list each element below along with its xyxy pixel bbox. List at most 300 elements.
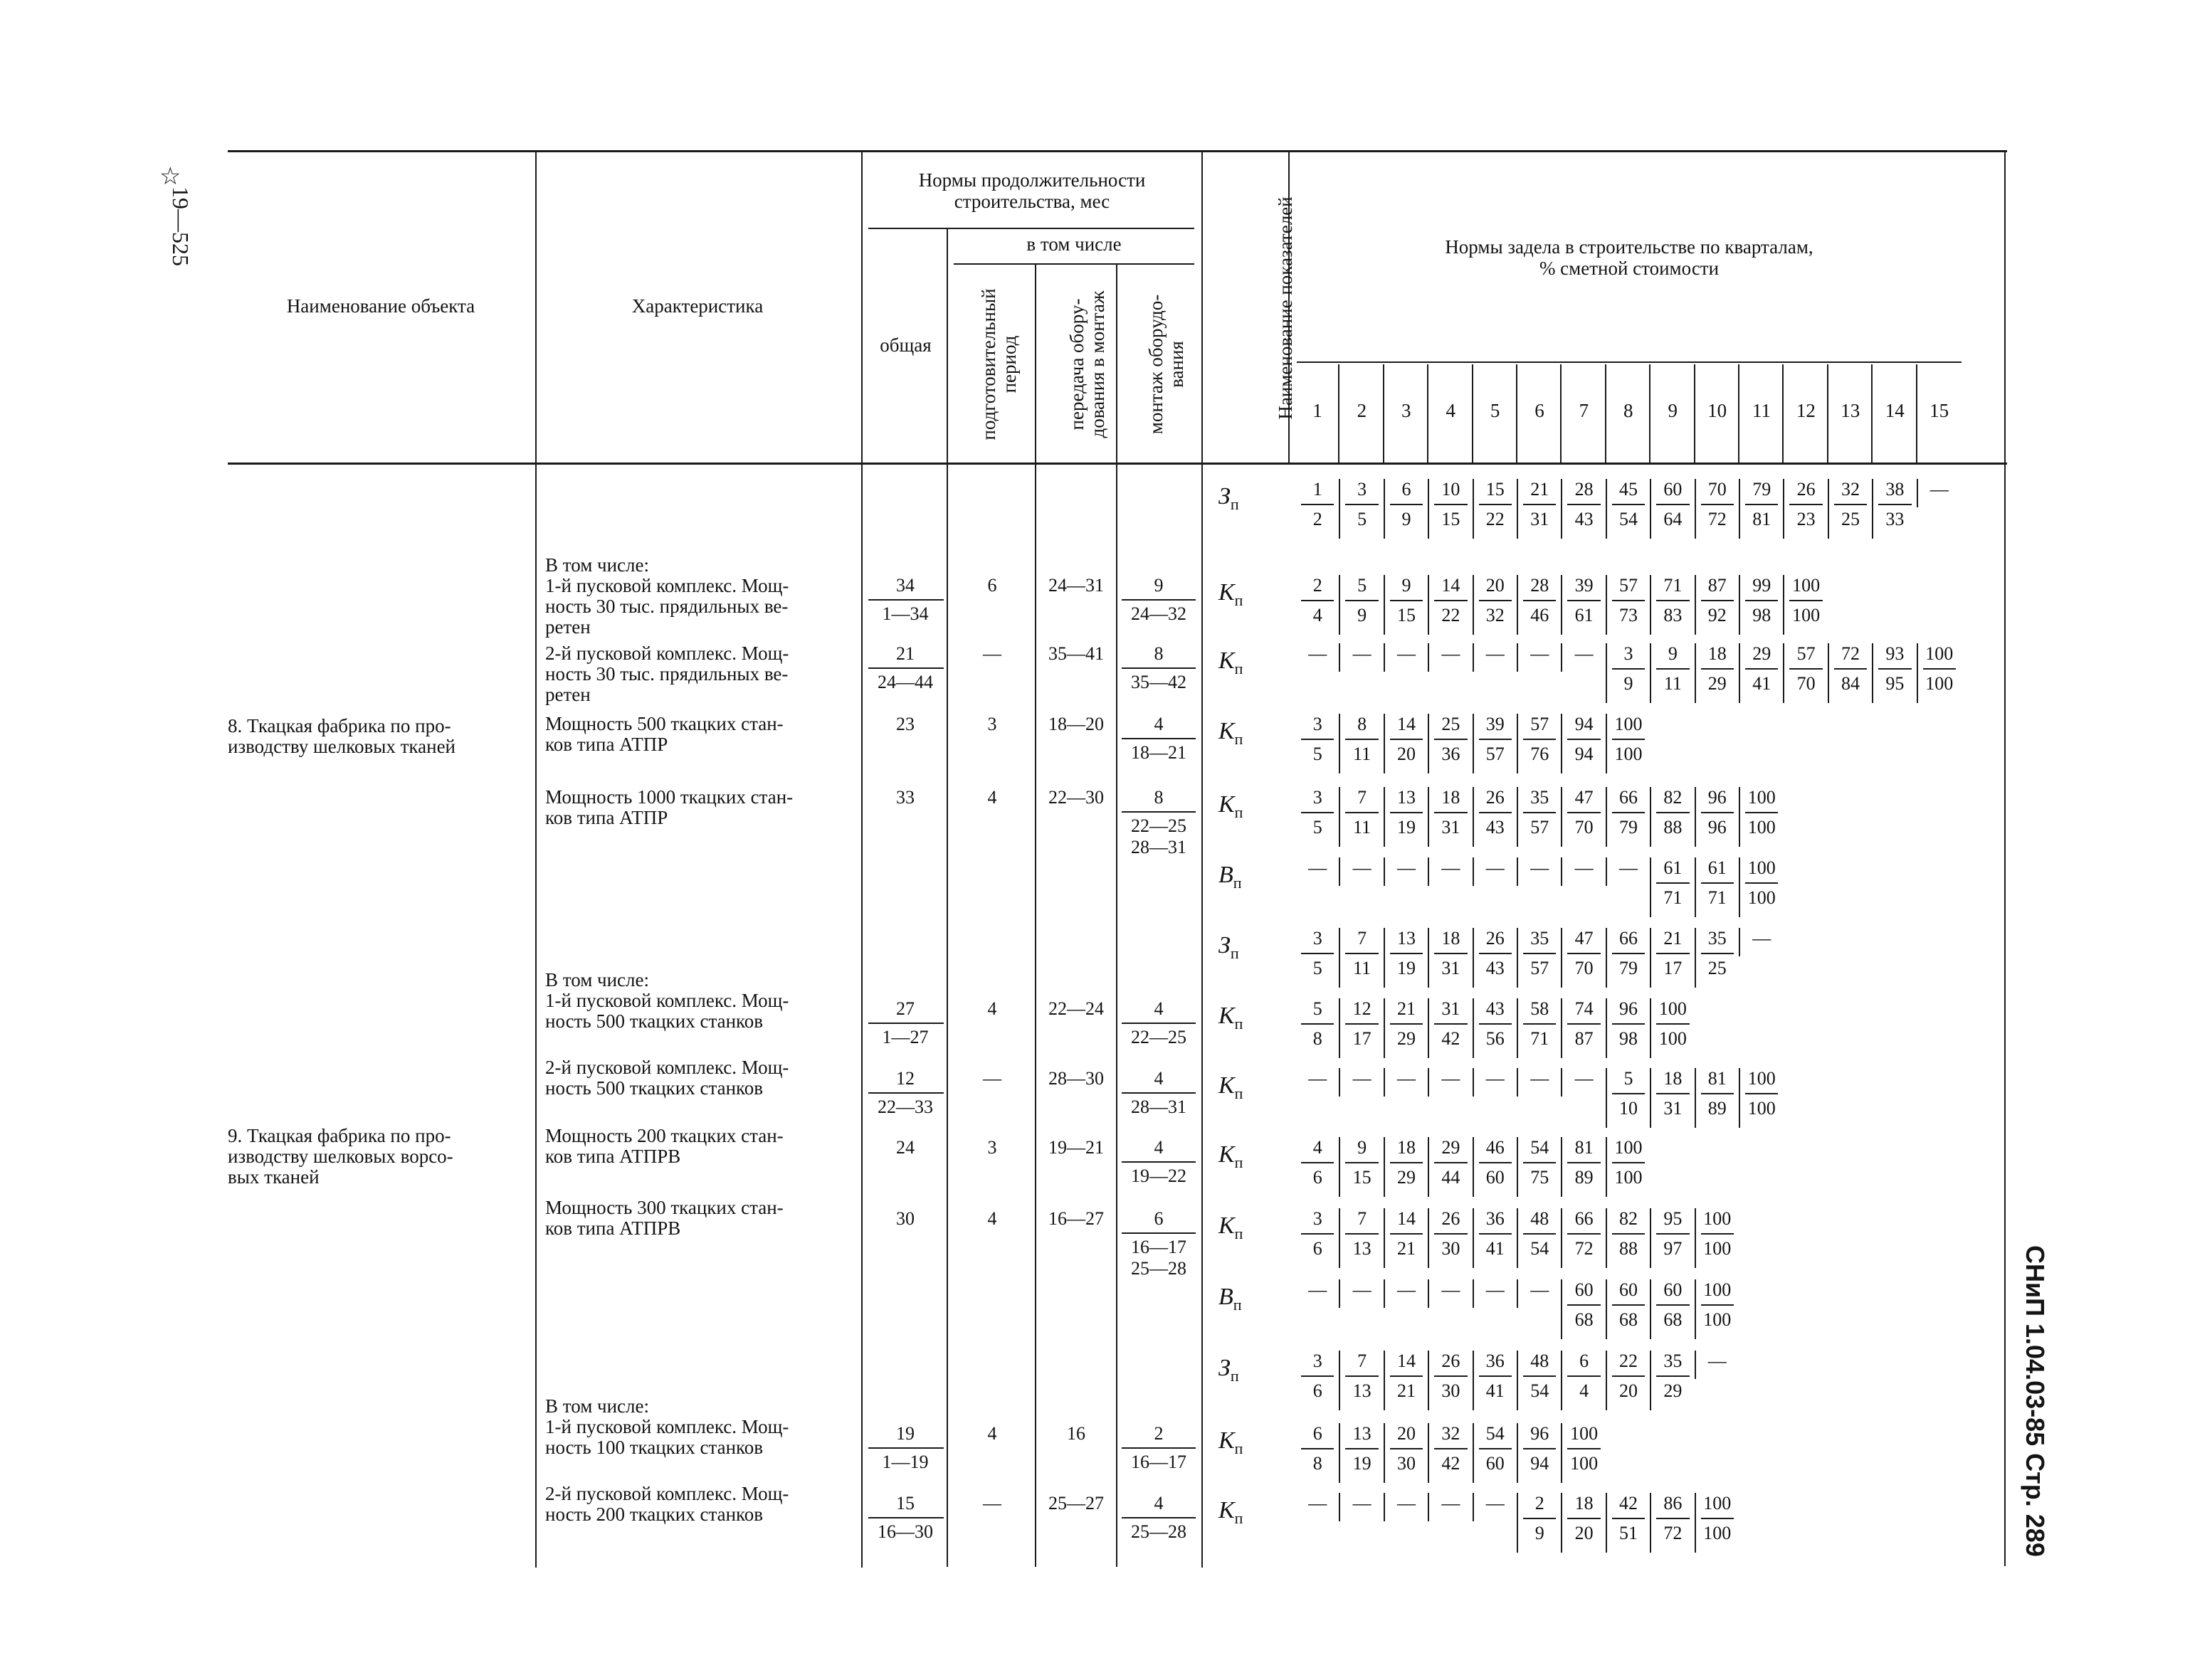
equip-transfer-value: 22—30 bbox=[1048, 787, 1104, 808]
backlog-value-top: 13 bbox=[1396, 928, 1416, 949]
backlog-value-top: 3 bbox=[1312, 787, 1322, 808]
backlog-value-bottom: 57 bbox=[1485, 744, 1505, 764]
backlog-value-top: 66 bbox=[1574, 1208, 1594, 1229]
backlog-value-top: 3 bbox=[1623, 643, 1633, 664]
fraction-line bbox=[1612, 1375, 1645, 1377]
cell-divider bbox=[1428, 928, 1429, 988]
cell-divider bbox=[1428, 1493, 1429, 1521]
total-duration-range: 1—34 bbox=[882, 603, 929, 624]
quarter-number: 4 bbox=[1446, 400, 1455, 421]
equip-mount-value: 4 bbox=[1154, 998, 1164, 1019]
total-duration: 24 bbox=[896, 1137, 915, 1158]
backlog-value-top: 9 bbox=[1668, 643, 1678, 664]
cell-divider bbox=[1606, 575, 1607, 635]
cell-divider bbox=[1872, 479, 1873, 539]
backlog-value-bottom: 79 bbox=[1618, 817, 1638, 838]
backlog-value-bottom: 100 bbox=[1703, 1238, 1732, 1259]
backlog-value-bottom: 9 bbox=[1357, 605, 1367, 625]
backlog-value-bottom: 42 bbox=[1441, 1453, 1460, 1474]
fraction-line bbox=[1345, 1162, 1378, 1163]
fraction-line bbox=[1701, 812, 1734, 813]
fraction-line bbox=[1612, 600, 1645, 601]
cell-divider bbox=[1783, 643, 1784, 703]
cell-divider bbox=[1339, 479, 1340, 539]
backlog-value-top: 14 bbox=[1441, 575, 1460, 596]
indicator-subscript: п bbox=[1234, 803, 1243, 821]
fraction-line bbox=[1612, 739, 1645, 740]
cell-divider bbox=[1650, 1208, 1651, 1268]
backlog-value-top: 6 bbox=[1312, 1423, 1322, 1444]
backlog-value-top: 81 bbox=[1574, 1137, 1594, 1158]
backlog-value-top: — bbox=[1308, 857, 1327, 878]
fraction-line bbox=[1701, 1233, 1734, 1235]
backlog-value-top: 25 bbox=[1441, 714, 1460, 734]
quarter-column-divider bbox=[1871, 364, 1873, 463]
backlog-value-bottom: 5 bbox=[1312, 744, 1322, 764]
header-indicator-name: Наименование показателей bbox=[1275, 196, 1296, 420]
fraction-line bbox=[1567, 1023, 1600, 1025]
backlog-value-bottom: 17 bbox=[1352, 1028, 1371, 1049]
backlog-value-top: 7 bbox=[1357, 928, 1367, 949]
quarter-number: 12 bbox=[1796, 400, 1816, 421]
backlog-value-bottom: 83 bbox=[1663, 605, 1683, 625]
backlog-value-bottom: 92 bbox=[1707, 605, 1727, 625]
cell-divider bbox=[1384, 1208, 1385, 1268]
quarter-number: 15 bbox=[1929, 400, 1949, 421]
fraction-line bbox=[1122, 1092, 1196, 1094]
fraction-line bbox=[1701, 953, 1734, 954]
fraction-line bbox=[1523, 600, 1556, 601]
fraction-line bbox=[1745, 600, 1778, 601]
backlog-value-bottom: 100 bbox=[1570, 1453, 1599, 1474]
equip-transfer-value: 28—30 bbox=[1048, 1068, 1104, 1089]
cell-divider bbox=[1650, 1068, 1651, 1128]
fraction-line bbox=[1434, 1233, 1467, 1235]
backlog-value-top: — bbox=[1530, 1068, 1549, 1089]
backlog-value-top: 100 bbox=[1703, 1493, 1732, 1513]
backlog-value-top: 18 bbox=[1441, 787, 1460, 808]
backlog-value-bottom: 4 bbox=[1312, 605, 1322, 625]
cell-divider bbox=[1473, 787, 1474, 847]
cell-divider bbox=[1428, 857, 1429, 886]
backlog-value-top: 32 bbox=[1841, 479, 1860, 500]
fraction-line bbox=[1122, 1023, 1196, 1024]
cell-divider bbox=[1650, 479, 1651, 539]
backlog-value-top: 7 bbox=[1357, 1208, 1367, 1229]
equip-transfer-value: 22—24 bbox=[1048, 998, 1104, 1019]
header-duration-norms: Нормы продолжительности строительства, мес bbox=[918, 169, 1146, 212]
total-duration: 30 bbox=[896, 1208, 915, 1229]
backlog-value-top: — bbox=[1574, 857, 1594, 878]
backlog-value-top: 60 bbox=[1663, 1279, 1683, 1300]
header-equip-mount: монтаж оборудо- вания bbox=[1145, 294, 1187, 435]
cell-divider bbox=[1339, 575, 1340, 635]
backlog-value-bottom: 72 bbox=[1663, 1523, 1683, 1543]
fraction-line bbox=[1390, 1448, 1423, 1449]
backlog-value-top: — bbox=[1485, 857, 1505, 878]
fraction-line bbox=[1523, 1162, 1556, 1163]
fraction-line bbox=[1434, 1162, 1467, 1163]
quarter-column-divider bbox=[1694, 364, 1695, 463]
quarter-column-divider bbox=[1383, 364, 1384, 463]
fraction-line bbox=[1567, 1233, 1600, 1235]
fraction-line bbox=[1612, 504, 1645, 505]
fraction-line bbox=[1122, 599, 1196, 601]
cell-divider bbox=[1473, 575, 1474, 635]
cell-divider bbox=[1517, 479, 1518, 539]
backlog-value-bottom: 19 bbox=[1352, 1453, 1371, 1474]
cell-divider bbox=[1606, 928, 1607, 988]
backlog-value-bottom: 13 bbox=[1352, 1238, 1371, 1259]
backlog-value-top: — bbox=[1574, 643, 1594, 664]
header-total: общая bbox=[880, 334, 932, 356]
fraction-line bbox=[1701, 600, 1734, 601]
backlog-value-bottom: 2 bbox=[1312, 509, 1322, 529]
cell-divider bbox=[1650, 1351, 1651, 1410]
backlog-value-top: 3 bbox=[1312, 1351, 1322, 1371]
cell-divider bbox=[1473, 1423, 1474, 1483]
cell-divider bbox=[1473, 714, 1474, 773]
indicator-letter: В bbox=[1218, 1284, 1233, 1310]
cell-divider bbox=[1695, 787, 1696, 847]
fraction-line bbox=[1567, 1375, 1600, 1377]
fraction-line bbox=[868, 1447, 944, 1449]
fraction-line bbox=[1567, 953, 1600, 954]
cell-divider bbox=[1561, 1137, 1562, 1197]
backlog-value-top: — bbox=[1396, 1493, 1416, 1513]
backlog-value-bottom: 11 bbox=[1353, 817, 1371, 838]
total-duration-range: 1—19 bbox=[882, 1452, 929, 1472]
equip-mount-value: 8 bbox=[1154, 787, 1164, 808]
cell-divider bbox=[1561, 1493, 1562, 1553]
backlog-value-bottom: 79 bbox=[1618, 958, 1638, 978]
characteristic-text: Мощность 1000 ткацких стан- ков типа АТПР bbox=[545, 786, 794, 828]
backlog-value-bottom: 100 bbox=[1925, 673, 1954, 694]
cell-divider bbox=[1517, 1279, 1518, 1308]
total-duration: 12 bbox=[896, 1068, 915, 1089]
cell-divider bbox=[1339, 998, 1340, 1058]
total-duration: 33 bbox=[896, 787, 915, 808]
backlog-value-top: — bbox=[1929, 479, 1949, 500]
prep-period-value: — bbox=[983, 1068, 1001, 1089]
backlog-value-top: 48 bbox=[1530, 1208, 1549, 1229]
indicator-subscript: п bbox=[1234, 1439, 1243, 1457]
fraction-line bbox=[1701, 1304, 1734, 1306]
fraction-line bbox=[1656, 1375, 1689, 1377]
equip-mount-range: 28—31 bbox=[1131, 1097, 1186, 1117]
cell-divider bbox=[1561, 998, 1562, 1058]
cell-divider bbox=[1917, 643, 1918, 703]
backlog-value-bottom: 96 bbox=[1707, 817, 1727, 838]
indicator-symbol bbox=[1218, 1003, 1243, 1033]
backlog-value-top: 100 bbox=[1570, 1423, 1599, 1444]
fraction-line bbox=[1301, 739, 1334, 740]
equip-mount-range: 18—21 bbox=[1131, 742, 1186, 763]
backlog-value-top: — bbox=[1441, 1493, 1460, 1513]
backlog-value-top: — bbox=[1352, 1493, 1371, 1513]
backlog-value-bottom: 30 bbox=[1396, 1453, 1416, 1474]
backlog-value-bottom: 89 bbox=[1574, 1167, 1594, 1188]
backlog-value-bottom: 8 bbox=[1312, 1028, 1322, 1049]
header-equip-transfer: передача обору- дования в монтаж bbox=[1066, 290, 1108, 438]
backlog-value-top: 58 bbox=[1530, 998, 1549, 1019]
quarter-column-divider bbox=[1605, 364, 1606, 463]
equip-transfer-value: 25—27 bbox=[1048, 1493, 1104, 1513]
indicator-symbol bbox=[1218, 1284, 1242, 1314]
fraction-line bbox=[1390, 1233, 1423, 1235]
indicator-letter: К bbox=[1218, 1072, 1235, 1099]
cell-divider bbox=[1739, 857, 1740, 917]
cell-divider bbox=[1339, 643, 1340, 672]
backlog-value-top: 60 bbox=[1663, 479, 1683, 500]
backlog-value-top: — bbox=[1396, 1068, 1416, 1089]
backlog-value-top: 93 bbox=[1885, 643, 1905, 664]
backlog-value-top: 32 bbox=[1441, 1423, 1460, 1444]
backlog-value-bottom: 89 bbox=[1707, 1098, 1727, 1119]
backlog-value-top: 26 bbox=[1796, 479, 1816, 500]
backlog-value-top: 28 bbox=[1530, 575, 1549, 596]
cell-divider bbox=[1384, 575, 1385, 635]
fraction-line bbox=[1656, 1233, 1689, 1235]
backlog-value-bottom: 68 bbox=[1574, 1309, 1594, 1330]
cell-divider bbox=[1872, 643, 1873, 703]
backlog-value-top: — bbox=[1574, 1068, 1594, 1089]
cell-divider bbox=[1473, 643, 1474, 672]
cell-divider bbox=[1517, 643, 1518, 672]
backlog-value-top: — bbox=[1530, 643, 1549, 664]
backlog-value-bottom: 44 bbox=[1441, 1167, 1460, 1188]
backlog-value-top: 79 bbox=[1752, 479, 1771, 500]
cell-divider bbox=[1606, 998, 1607, 1058]
fraction-line bbox=[1523, 953, 1556, 954]
fraction-line bbox=[1834, 668, 1867, 670]
indicator-letter: К bbox=[1218, 1003, 1235, 1029]
backlog-value-bottom: 60 bbox=[1485, 1453, 1505, 1474]
backlog-value-bottom: 29 bbox=[1396, 1028, 1416, 1049]
fraction-line bbox=[1301, 1023, 1334, 1025]
backlog-value-top: 96 bbox=[1707, 787, 1727, 808]
backlog-value-bottom: 64 bbox=[1663, 509, 1683, 529]
fraction-line bbox=[1345, 1023, 1378, 1025]
backlog-value-top: 26 bbox=[1485, 787, 1505, 808]
backlog-value-top: 21 bbox=[1663, 928, 1683, 949]
equip-mount-value: 4 bbox=[1154, 714, 1164, 734]
total-duration: 19 bbox=[896, 1423, 915, 1444]
fraction-line bbox=[1701, 1518, 1734, 1519]
fraction-line bbox=[1122, 1447, 1196, 1449]
backlog-value-bottom: 73 bbox=[1618, 605, 1638, 625]
fraction-line bbox=[1345, 739, 1378, 740]
indicator-subscript: п bbox=[1233, 1295, 1242, 1314]
backlog-value-bottom: 33 bbox=[1885, 509, 1905, 529]
fraction-line bbox=[1434, 600, 1467, 601]
prep-period-value: 4 bbox=[987, 787, 997, 808]
backlog-value-top: 43 bbox=[1485, 998, 1505, 1019]
indicator-symbol bbox=[1218, 1072, 1243, 1103]
cell-divider bbox=[1695, 928, 1696, 988]
backlog-value-top: — bbox=[1308, 1279, 1327, 1300]
cell-divider bbox=[1606, 857, 1607, 886]
quarter-number: 8 bbox=[1623, 400, 1633, 421]
backlog-value-bottom: 100 bbox=[1703, 1523, 1732, 1543]
equip-mount-range: 19—22 bbox=[1131, 1166, 1186, 1186]
cell-divider bbox=[1695, 1279, 1696, 1339]
fraction-line bbox=[1834, 504, 1867, 505]
backlog-value-top: 1 bbox=[1312, 479, 1322, 500]
backlog-value-bottom: 15 bbox=[1441, 509, 1460, 529]
backlog-value-top: — bbox=[1308, 1493, 1327, 1513]
backlog-value-bottom: 98 bbox=[1618, 1028, 1638, 1049]
backlog-value-top: 2 bbox=[1534, 1493, 1544, 1513]
cell-divider bbox=[1339, 1423, 1340, 1483]
backlog-value-bottom: 100 bbox=[1703, 1309, 1732, 1330]
indicator-letter: К bbox=[1218, 579, 1235, 606]
total-duration: 34 bbox=[896, 575, 915, 596]
fraction-line bbox=[1923, 668, 1956, 670]
cell-divider bbox=[1473, 1279, 1474, 1308]
backlog-value-top: 10 bbox=[1441, 479, 1460, 500]
backlog-value-top: 100 bbox=[1614, 1137, 1643, 1158]
backlog-value-bottom: 22 bbox=[1441, 605, 1460, 625]
cell-divider bbox=[1428, 575, 1429, 635]
fraction-line bbox=[1523, 739, 1556, 740]
equip-mount-value: 4 bbox=[1154, 1493, 1164, 1513]
backlog-value-bottom: 57 bbox=[1530, 958, 1549, 978]
backlog-value-bottom: 43 bbox=[1485, 817, 1505, 838]
backlog-value-top: 14 bbox=[1396, 714, 1416, 734]
cell-divider bbox=[1695, 643, 1696, 703]
backlog-value-top: 47 bbox=[1574, 787, 1594, 808]
fraction-line bbox=[1523, 1233, 1556, 1235]
backlog-value-top: 95 bbox=[1663, 1208, 1683, 1229]
cell-divider bbox=[1650, 998, 1651, 1058]
object-name-8: 8. Ткацкая фабрика по про- изводству шелковых тканей bbox=[228, 715, 456, 757]
cell-divider bbox=[1695, 1208, 1696, 1268]
indicator-letter: К bbox=[1218, 1213, 1235, 1239]
backlog-value-bottom: 95 bbox=[1885, 673, 1905, 694]
backlog-value-bottom: 56 bbox=[1485, 1028, 1505, 1049]
cell-divider bbox=[1517, 1423, 1518, 1483]
cell-divider bbox=[1695, 1068, 1696, 1128]
backlog-value-bottom: 87 bbox=[1574, 1028, 1594, 1049]
cell-divider bbox=[1384, 1423, 1385, 1483]
equip-mount-value: 9 bbox=[1154, 575, 1164, 596]
quarter-column-divider bbox=[1560, 364, 1562, 463]
indicator-subscript: п bbox=[1234, 729, 1243, 748]
backlog-value-top: — bbox=[1308, 1068, 1327, 1089]
backlog-value-top: 100 bbox=[1747, 1068, 1776, 1089]
backlog-value-bottom: 71 bbox=[1707, 887, 1727, 908]
fraction-line bbox=[1301, 1448, 1334, 1449]
indicator-symbol bbox=[1218, 483, 1239, 514]
quarter-number: 5 bbox=[1490, 400, 1500, 421]
backlog-value-bottom: 100 bbox=[1614, 1167, 1643, 1188]
backlog-value-bottom: 68 bbox=[1663, 1309, 1683, 1330]
backlog-value-top: 26 bbox=[1485, 928, 1505, 949]
backlog-value-bottom: 22 bbox=[1485, 509, 1505, 529]
fraction-line bbox=[1612, 1162, 1645, 1163]
cell-divider bbox=[1384, 1351, 1385, 1410]
cell-divider bbox=[1739, 1068, 1740, 1128]
fraction-line bbox=[1656, 668, 1689, 670]
indicator-symbol bbox=[1218, 1355, 1239, 1385]
backlog-value-bottom: 15 bbox=[1352, 1167, 1371, 1188]
fraction-line bbox=[1479, 600, 1512, 601]
fraction-line bbox=[1656, 504, 1689, 505]
backlog-value-top: 35 bbox=[1530, 928, 1549, 949]
backlog-value-bottom: 17 bbox=[1663, 958, 1683, 978]
fraction-line bbox=[1567, 504, 1600, 505]
backlog-value-top: 99 bbox=[1752, 575, 1771, 596]
backlog-value-top: 18 bbox=[1663, 1068, 1683, 1089]
cell-divider bbox=[1473, 479, 1474, 539]
fraction-line bbox=[1523, 1518, 1556, 1519]
quarter-column-divider bbox=[1916, 364, 1917, 463]
backlog-value-top: 9 bbox=[1401, 575, 1411, 596]
fraction-line bbox=[1301, 1375, 1334, 1377]
cell-divider bbox=[1339, 714, 1340, 773]
fraction-line bbox=[1656, 812, 1689, 813]
equip-transfer-value: 16 bbox=[1067, 1423, 1085, 1444]
backlog-value-top: 20 bbox=[1485, 575, 1505, 596]
indicator-letter: З bbox=[1218, 932, 1231, 958]
fraction-line bbox=[1567, 739, 1600, 740]
cell-divider bbox=[1561, 714, 1562, 773]
quarter-number: 3 bbox=[1401, 400, 1411, 421]
cell-divider bbox=[1739, 575, 1740, 635]
total-duration-range: 24—44 bbox=[878, 672, 933, 692]
backlog-value-top: 86 bbox=[1663, 1493, 1683, 1513]
quarter-number: 7 bbox=[1579, 400, 1589, 421]
indicator-subscript: п bbox=[1234, 591, 1243, 609]
characteristic-text: В том числе: 1-й пусковой комплекс. Мощ- ность 100 ткацких станков bbox=[545, 1395, 789, 1458]
cell-divider bbox=[1561, 575, 1562, 635]
fraction-line bbox=[1656, 953, 1689, 954]
backlog-value-bottom: 29 bbox=[1663, 1380, 1683, 1401]
backlog-value-bottom: 54 bbox=[1530, 1238, 1549, 1259]
backlog-value-top: 94 bbox=[1574, 714, 1594, 734]
fraction-line bbox=[1390, 1023, 1423, 1025]
fraction-line bbox=[1122, 738, 1196, 739]
cell-divider bbox=[1650, 787, 1651, 847]
cell-divider bbox=[1561, 1351, 1562, 1410]
backlog-value-top: 31 bbox=[1441, 998, 1460, 1019]
backlog-value-bottom: 100 bbox=[1658, 1028, 1687, 1049]
backlog-value-top: 57 bbox=[1618, 575, 1638, 596]
fraction-line bbox=[1434, 1375, 1467, 1377]
fraction-line bbox=[1345, 504, 1378, 505]
cell-divider bbox=[1428, 714, 1429, 773]
backlog-value-top: 8 bbox=[1357, 714, 1367, 734]
backlog-value-bottom: 100 bbox=[1747, 1098, 1776, 1119]
backlog-value-top: 45 bbox=[1618, 479, 1638, 500]
backlog-value-top: — bbox=[1352, 1068, 1371, 1089]
cell-divider bbox=[1828, 479, 1829, 539]
cell-divider bbox=[1339, 1279, 1340, 1308]
cell-divider bbox=[1517, 928, 1518, 988]
fraction-line bbox=[1122, 1232, 1196, 1234]
fraction-line bbox=[1390, 812, 1423, 813]
quarter-column-divider bbox=[1427, 364, 1428, 463]
backlog-value-bottom: 23 bbox=[1796, 509, 1816, 529]
backlog-value-top: 35 bbox=[1707, 928, 1727, 949]
backlog-value-top: 5 bbox=[1623, 1068, 1633, 1089]
cell-divider bbox=[1517, 575, 1518, 635]
indicator-subscript: п bbox=[1233, 873, 1242, 892]
star-mark: ☆ bbox=[159, 164, 181, 190]
backlog-value-top: — bbox=[1396, 1279, 1416, 1300]
fraction-line bbox=[1523, 1023, 1556, 1025]
